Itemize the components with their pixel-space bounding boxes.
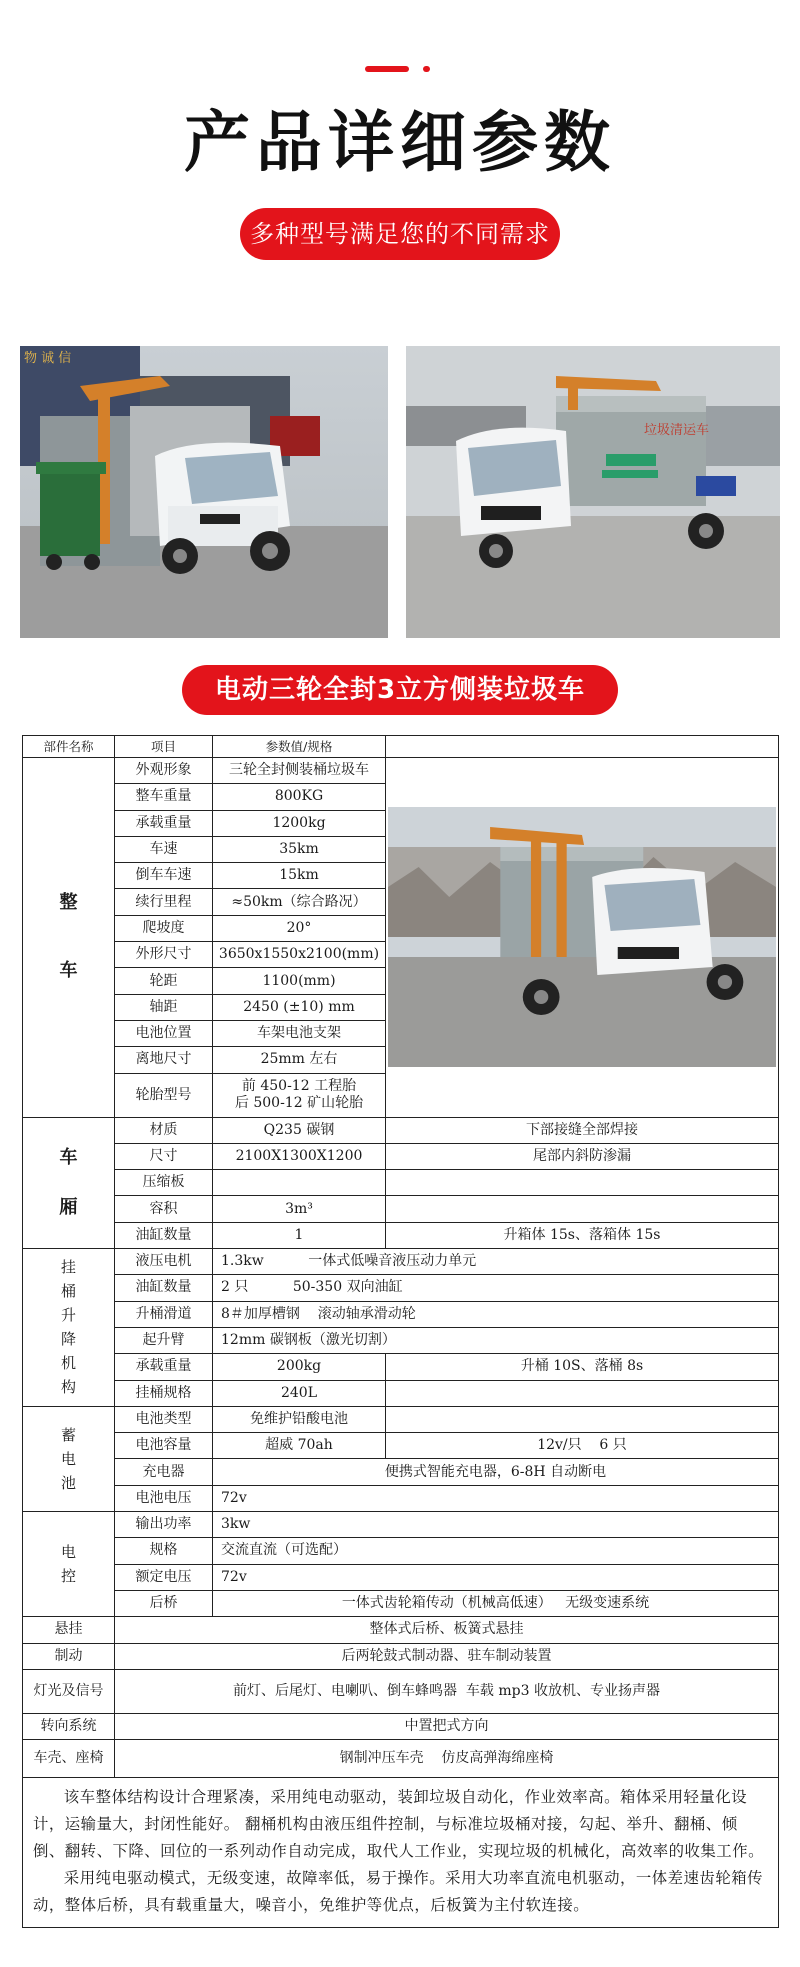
row-value: Q235 碳钢 [213,1117,386,1143]
sign-text: 物 诚 信 [24,351,72,366]
group-vehicle-char: 车 [59,960,78,982]
decoration-dot [423,66,430,72]
row-item: 油缸数量 [115,1222,213,1248]
row-value: 240L [213,1380,386,1406]
row-item: 容积 [115,1196,213,1222]
notes-cell [23,1778,779,1928]
row-item: 续行里程 [115,889,213,915]
row-value: 1200kg [213,810,386,836]
header-part: 部件名称 [23,736,115,758]
row-item: 电池容量 [115,1433,213,1459]
table-row [23,1590,779,1616]
row-item: 充电器 [115,1459,213,1485]
row-value: 2450 (±10) mm [213,994,386,1020]
product-banner: 电动三轮全封3立方侧装垃圾车 [182,665,618,715]
table-row [23,1485,779,1511]
row-value-tires [213,1073,386,1117]
table-row [23,1538,779,1564]
header-item: 项目 [115,736,213,758]
row-value: 3kw [213,1512,779,1538]
table-row [23,1406,779,1432]
row-value: 800KG [213,784,386,810]
row-item: 材质 [115,1117,213,1143]
group-battery [23,1406,115,1511]
group-body-char: 厢 [59,1196,78,1218]
row-value: 200kg [213,1354,386,1380]
row-label: 制动 [23,1643,115,1669]
row-item: 升桶滑道 [115,1301,213,1327]
table-row [23,1740,779,1778]
table-row [23,1380,779,1406]
row-item: 规格 [115,1538,213,1564]
group-control [23,1512,115,1617]
row-item: 离地尺寸 [115,1047,213,1073]
row-value: 超威 70ah [213,1433,386,1459]
group-lift-char: 构 [60,1378,76,1397]
table-row [23,1643,779,1669]
row-value: 35km [213,836,386,862]
row-item: 车速 [115,836,213,862]
table-row [23,1564,779,1590]
table-row [23,1617,779,1643]
row-value: 1.3kw 一体式低噪音液压动力单元 [213,1249,779,1275]
row-extra: 升箱体 15s、落箱体 15s [386,1222,779,1248]
row-value: 72v [213,1564,779,1590]
row-item: 承载重量 [115,1354,213,1380]
group-body [23,1117,115,1248]
row-item: 油缸数量 [115,1275,213,1301]
row-value: ≈50km（综合路况） [213,889,386,915]
row-value: 15km [213,863,386,889]
decoration-bar [365,66,409,72]
note-paragraph: 采用纯电驱动模式，无级变速，故障率低，易于操作。采用大功率直流电机驱动，一体差速齿轮箱传动，整体后桥，具有载重量大，噪音小，免维护等优点，后板簧为主付软连接。 [33,1869,763,1915]
row-item: 起升臂 [115,1327,213,1353]
row-value: 中置把式方向 [115,1713,779,1739]
row-value: 3m³ [213,1196,386,1222]
table-row [23,1222,779,1248]
table-row [23,1275,779,1301]
row-item: 尺寸 [115,1143,213,1169]
table-row [23,758,779,784]
row-value: 三轮全封侧装桶垃圾车 [213,758,386,784]
row-item: 爬坡度 [115,915,213,941]
title-decoration [0,66,800,74]
table-row [23,1713,779,1739]
row-label: 转向系统 [23,1713,115,1739]
row-item: 额定电压 [115,1564,213,1590]
group-vehicle [23,758,115,1118]
table-row [23,1354,779,1380]
group-control-char: 控 [60,1567,76,1586]
notes-row [23,1778,779,1928]
row-value: 便携式智能充电器，6-8H 自动断电 [213,1459,779,1485]
row-item: 承载重量 [115,810,213,836]
row-extra: 下部接缝全部焊接 [386,1117,779,1143]
row-value: 交流直流（可选配） [213,1538,779,1564]
table-row [23,1117,779,1143]
group-lift-char: 升 [60,1306,76,1325]
truck-photo-right [406,346,780,638]
row-value: 3650x1550x2100(mm) [213,942,386,968]
row-item: 整车重量 [115,784,213,810]
group-lift-char: 桶 [60,1282,76,1301]
group-vehicle-char: 整 [59,892,78,914]
row-value: 8＃加厚槽钢 滚动轴承滑动轮 [213,1301,779,1327]
group-lift [23,1249,115,1407]
row-item: 挂桶规格 [115,1380,213,1406]
row-item: 电池电压 [115,1485,213,1511]
group-lift-char: 降 [60,1330,76,1349]
note-paragraph: 该车整体结构设计合理紧凑，采用纯电动驱动，装卸垃圾自动化，作业效率高。箱体采用轻量化设计，运输量大，封闭性能好。 翻桶机构由液压组件控制，与标准垃圾桶对接，勾起、举升、翻桶、倾倒、翻转、下降、回位的一系列动作自动完成，取代人工作业，实现垃圾的机械化，高效率的收集工作。 [33,1788,764,1861]
table-row [23,1143,779,1169]
group-control-char: 电 [60,1543,76,1562]
group-battery-char: 电 [60,1449,76,1468]
truck-side-text: 垃圾清运车 [644,423,710,438]
row-value: 后两轮鼓式制动器、驻车制动装置 [115,1643,779,1669]
subtitle-badge: 多种型号满足您的不同需求 [240,208,560,260]
row-value: 2100X1300X1200 [213,1143,386,1169]
row-item: 压缩板 [115,1170,213,1196]
row-value: 一体式齿轮箱传动（机械高低速） 无级变速系统 [213,1590,779,1616]
group-body-char: 车 [59,1146,78,1168]
row-extra [386,1380,779,1406]
row-item: 轮距 [115,968,213,994]
table-row [23,1459,779,1485]
row-item: 电池类型 [115,1406,213,1432]
row-item: 轴距 [115,994,213,1020]
row-extra [386,1406,779,1432]
group-battery-char: 池 [60,1473,76,1492]
row-label: 车壳、座椅 [23,1740,115,1778]
tire-rear: 后 500-12 矿山轮胎 [234,1095,364,1112]
row-item: 轮胎型号 [115,1073,213,1117]
row-item: 倒车车速 [115,863,213,889]
row-item: 外观形象 [115,758,213,784]
row-value: 1100(mm) [213,968,386,994]
row-value: 前灯、后尾灯、电喇叭、倒车蜂鸣器 车载 mp3 收放机、专业扬声器 [115,1669,779,1713]
row-label: 悬挂 [23,1617,115,1643]
truck-photo-table [388,807,776,1067]
row-value: 1 [213,1222,386,1248]
row-extra [386,1196,779,1222]
row-value [213,1170,386,1196]
header-empty [386,736,779,758]
header-value: 参数值/规格 [213,736,386,758]
row-item: 后桥 [115,1590,213,1616]
row-extra [386,1170,779,1196]
table-row [23,1196,779,1222]
table-row [23,1512,779,1538]
table-row [23,1249,779,1275]
row-label: 灯光及信号 [23,1669,115,1713]
row-extra: 尾部内斜防渗漏 [386,1143,779,1169]
row-value: 整体式后桥、板簧式悬挂 [115,1617,779,1643]
tire-front: 前 450-12 工程胎 [241,1078,357,1095]
row-value: 免维护铅酸电池 [213,1406,386,1432]
row-value: 12mm 碳钢板（激光切割） [213,1327,779,1353]
row-extra: 升桶 10S、落桶 8s [386,1354,779,1380]
row-value: 25mm 左右 [213,1047,386,1073]
row-value: 20° [213,915,386,941]
row-item: 液压电机 [115,1249,213,1275]
row-value: 2 只 50-350 双向油缸 [213,1275,779,1301]
row-item: 输出功率 [115,1512,213,1538]
truck-photo-left [20,346,388,638]
row-item: 电池位置 [115,1020,213,1046]
table-row [23,1170,779,1196]
row-value: 钢制冲压车壳 仿皮高弹海绵座椅 [115,1740,779,1778]
row-extra: 12v/只 6 只 [386,1433,779,1459]
table-row [23,1327,779,1353]
group-lift-char: 挂 [60,1258,76,1277]
spec-table [22,735,779,1928]
row-value: 车架电池支架 [213,1020,386,1046]
vehicle-photo-cell [386,758,779,1118]
row-item: 外形尺寸 [115,942,213,968]
group-battery-char: 蓄 [60,1425,76,1444]
row-value: 72v [213,1485,779,1511]
group-lift-char: 机 [60,1354,76,1373]
table-row [23,1433,779,1459]
page-title: 产品详细参数 [184,104,616,181]
table-row [23,1669,779,1713]
table-header-row [23,736,779,758]
table-row [23,1301,779,1327]
